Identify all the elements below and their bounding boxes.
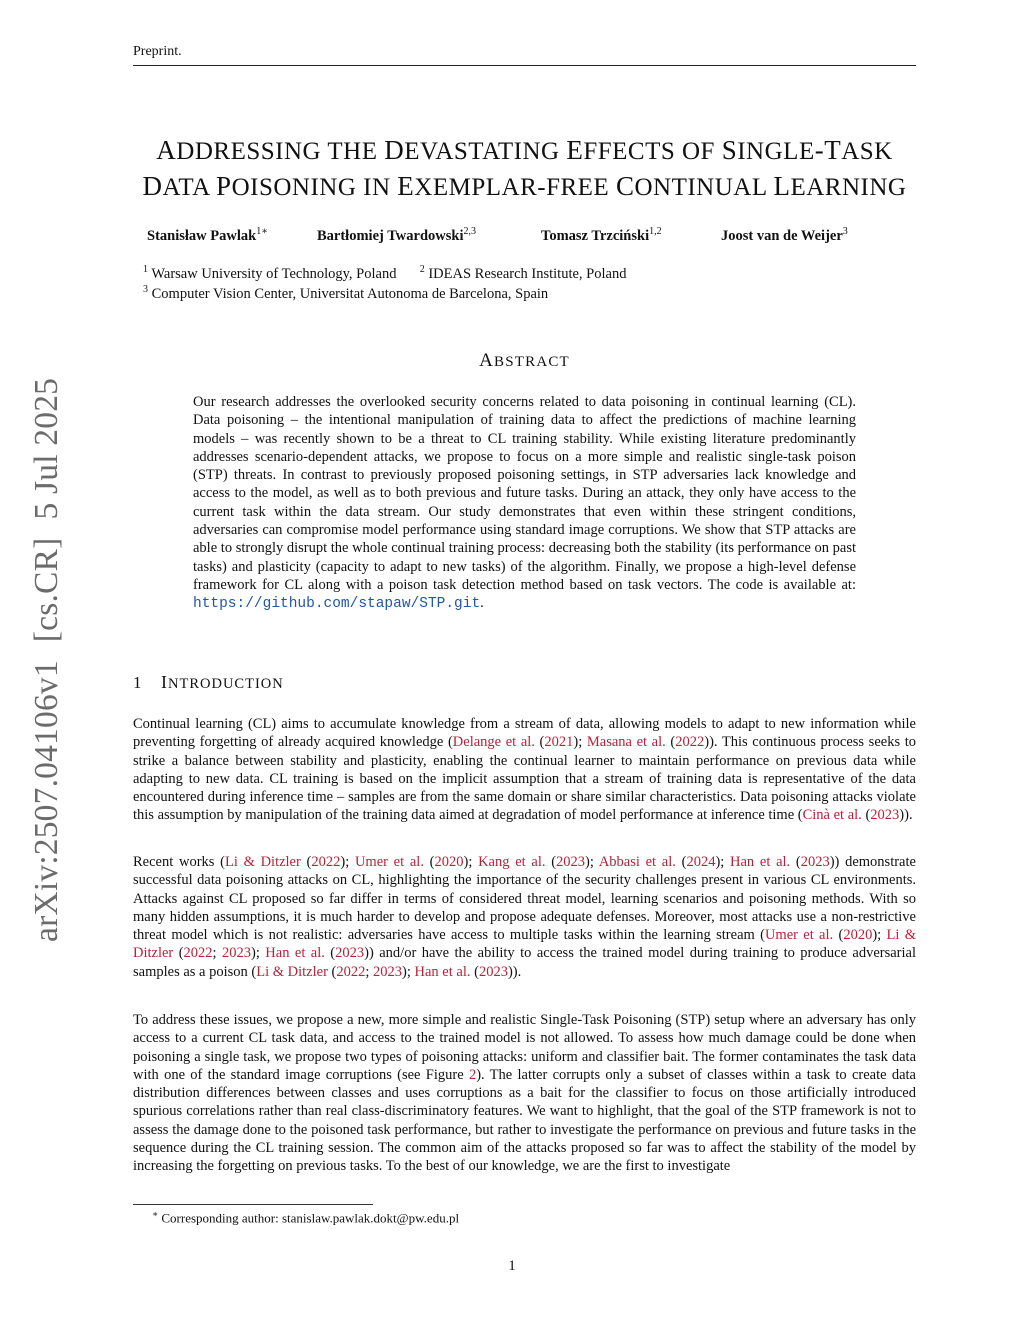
citation[interactable]: Li & Ditzler (224, 854, 301, 870)
citation[interactable]: Han et al. (730, 854, 791, 870)
citation[interactable]: 2024 (686, 854, 716, 870)
citation[interactable]: Li & Ditzler (133, 927, 916, 962)
arxiv-id[interactable]: arXiv:2507.04106v1 (28, 660, 65, 942)
citation[interactable]: Masana et al. (586, 734, 666, 751)
intro-paragraph-2: Recent works (Li & Ditzler (2022); Umer et al. (2020); Kang et al. (2023); Abbasi et al. (2024); Han et al. (2023)) demonstrate successful data poisoning attacks on CL, highlighting the importance of the security challenges present in various CL environments. Attacks against CL proposed so far differ in terms of considered threat model, learning scenarios and poisoning methods. With so many hidden assumptions, it is much harder to develop and propose adequate defenses. Moreover, most attacks use a non-restrictive threat model which is not realistic: adversaries have access to multiple tasks within the learning stream (Umer et al. (2020); Li & Ditzler (2022; 2023); Han et al. (2023)) and/or have the ability to access the trained model during training to produce adversarial samples as a poison (Li & Ditzler (2022; 2023); Han et al. (2023)). (133, 854, 917, 980)
citation[interactable]: 2022 (675, 734, 705, 751)
citation[interactable]: Kang et al. (478, 854, 546, 870)
citation[interactable]: 2020 (843, 927, 873, 944)
citation[interactable]: 2020 (434, 854, 464, 870)
citation[interactable]: Li & Ditzler (256, 963, 328, 980)
citation[interactable]: 2023 (556, 854, 586, 870)
citation[interactable]: 2023 (373, 963, 403, 980)
citation[interactable]: 2023 (478, 963, 508, 980)
code-link[interactable]: https://github.com/stapaw/STP.git (193, 596, 481, 613)
citation[interactable]: 2023 (222, 945, 251, 962)
citation[interactable]: 2022 (336, 963, 366, 980)
arxiv-category: [cs.CR] (28, 537, 65, 643)
citation[interactable]: Han et al. (265, 945, 325, 962)
citation[interactable]: Umer et al. (354, 854, 424, 870)
citation[interactable]: Han et al. (414, 963, 471, 980)
affiliation-line-1: $^1$ Warsaw University of Technology, Poland $^2$ IDEAS Research Institute, Poland (143, 264, 627, 282)
footnote-rule (133, 1204, 373, 1205)
title-line-1: ADDRESSING THE DEVASTATING EFFECTS OF SINGLE-TASK (156, 135, 893, 165)
citation[interactable]: Abbasi et al. (598, 854, 676, 870)
intro-paragraph-1: Continual learning (CL) aims to accumulate knowledge from a stream of data, allowing models to adapt to new information while preventing forgetting of already acquired knowledge (Delange et al. (2021); Masana et al. (2022)). This continuous process seeks to strike a balance between stability and plasticity, enabling the continual learner to maintain performance on previous data while adapting to new data. CL training is based on the implicit assumption that a stream of training data is representative of the data encountered during inference time – samples are from the same domain or share similar characteristics. Data poisoning attacks violate this assumption by manipulation of the training data aimed at degradation of model performance at inference time (Cinà et al. (2023)). (133, 716, 916, 824)
author-4: Joost van de Weijer$^3$ (721, 226, 848, 244)
abstract-text: Our research addresses the overlooked security concerns related to data poisoning in continual learning (CL). Data poisoning – the intentional manipulation of training data to affect the predictions of machine learning models – was recently shown to be a threat to CL training stability. While existing literature predominantly addresses scenario-dependent attacks, we propose to focus on a more simple and realistic single-task poison (STP) threats. In contrast to previously proposed poisoning settings, in STP adversaries lack knowledge and access to the model, as well as to both previous and future tasks. During an attack, they only have access to the current task within the data stream. Our study demonstrates that even within these stringent conditions, adversaries can compromise model performance using standard image corruptions. We show that STP attacks are able to strongly disrupt the whole continual training process: decreasing both the stability (its performance on past tasks) and plasticity (capacity to adapt to new tasks) of the algorithm. Finally, we propose a high-level defense framework for CL along with a poison task detection method based on task vectors. The code is available at: https://github.com/stapaw/STP.git. (193, 394, 856, 613)
figure-reference[interactable]: 2 (468, 1066, 477, 1083)
citation[interactable]: 2022 (183, 945, 213, 962)
header-rule (133, 65, 916, 66)
citation[interactable]: 2023 (870, 807, 900, 824)
citation[interactable]: Cinà et al. (802, 807, 862, 824)
citation[interactable]: 2023 (335, 945, 365, 962)
citation[interactable]: Delange et al. (452, 734, 535, 751)
page-number: 1 (508, 1258, 516, 1274)
author-2: Bartłomiej Twardowski$^{2,3}$ (317, 226, 476, 244)
title-line-2: DATA POISONING IN EXEMPLAR-FREE CONTINUAL LEARNING (142, 171, 907, 201)
section-heading-introduction: 1 INTRODUCTION (133, 672, 284, 692)
paper-title (133, 133, 916, 205)
affiliation-line-2: $^3$ Computer Vision Center, Universitat Autonoma de Barcelona, Spain (143, 284, 549, 302)
arxiv-stamp (28, 377, 66, 942)
author-1: Stanisław Pawlak$^{1∗}$ (147, 226, 268, 244)
citation[interactable]: 2023 (800, 854, 830, 870)
intro-paragraph-3: To address these issues, we propose a new, more simple and realistic Single-Task Poisoning (STP) setup where an adversary has only access to a current CL task data, and access to the trained model is not allowed. To assess how much damage could be done when poisoning a single task, we propose two types of poisoning attacks: uniform and classifier bait. The former contaminates the task data with one of the standard image corruptions (see Figure 2). The latter corrupts only a subset of classes within a task to create data distribution differences between classes and uses corruptions as a bait for the classifier to focus on those artificially introduced spurious correlations rather than real class-discriminatory features. We want to highlight, that the goal of the STP framework is not to assess the damage done to the poisoned task performance, but rather to investigate the performance on previous and future tasks in the sequence during the CL training session. The common aim of the attacks proposed so far was to affect the stability of the model by increasing the forgetting on previous tasks. To the best of our knowledge, we are the first to investigate (133, 1012, 916, 1175)
abstract-heading: ABSTRACT (479, 350, 570, 371)
arxiv-date: 5 Jul 2025 (28, 377, 65, 520)
running-header: Preprint. (133, 44, 182, 59)
citation[interactable]: 2021 (544, 734, 574, 751)
footnote: ∗ Corresponding author: stanislaw.pawlak.dokt@pw.edu.pl (152, 1209, 460, 1226)
author-3: Tomasz Trzciński$^{1,2}$ (541, 226, 662, 244)
citation[interactable]: Umer et al. (764, 927, 834, 944)
citation[interactable]: 2022 (311, 854, 341, 870)
